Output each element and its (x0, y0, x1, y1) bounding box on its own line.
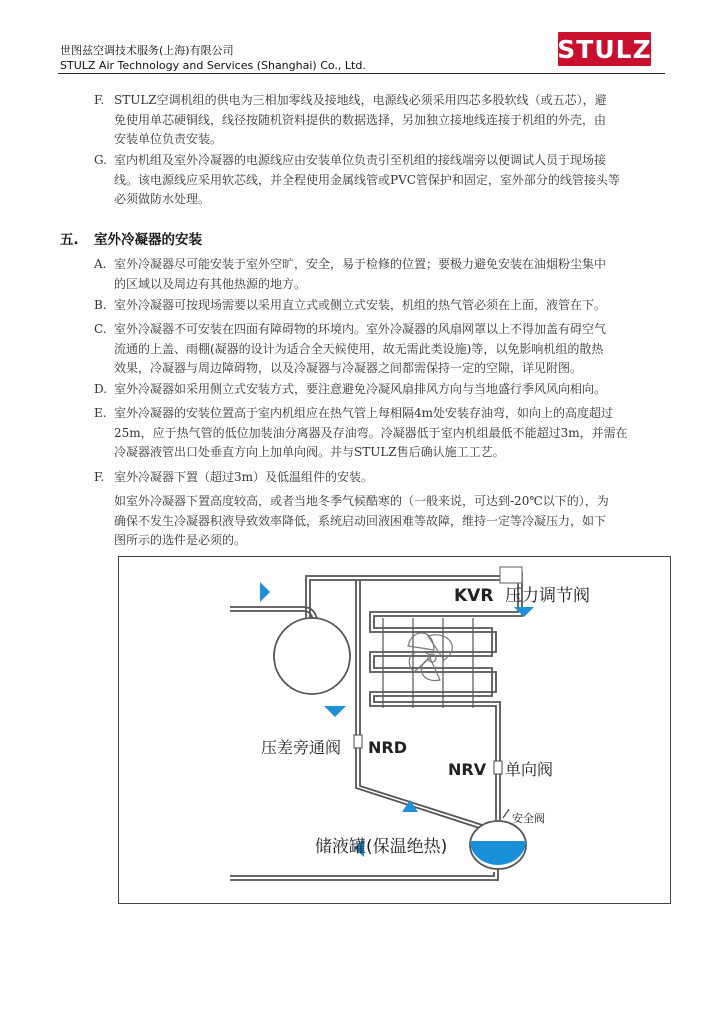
list-item-f: F. 室外冷凝器下置（超过3m）及低温组件的安装。 (94, 470, 374, 484)
stulz-logo: STULZ (558, 32, 651, 66)
paragraph-f-power: F. STULZ空调机组的供电为三相加零线及接地线，电源线必须采用四芯多股软线（或五芯），避 免使用单芯硬铜线，线径按随机资料提供的数据选择，另加独立接地线连接于机组的外壳，由 安装单位负责安装。 (94, 93, 607, 146)
paragraph-g-wiring: G. 室内机组及室外冷凝器的电源线应由安装单位负责引至机组的接线端旁以便调试人员于现场接 线。该电源线应采用软芯线，并全程使用金属线管或PVC管保护和固定，室外部分的线管接头等 必须做防水处理。 (94, 153, 620, 206)
compressor (274, 618, 350, 694)
section-title: 室外冷凝器的安装 (94, 232, 202, 248)
pressure-relief-valve (500, 567, 522, 583)
receiver-label: 储液罐(保温绝热) (315, 837, 448, 857)
item-label: F. (94, 93, 105, 107)
section-heading (60, 228, 202, 248)
list-item-b: B. 室外冷凝器可按现场需要以采用直立式或侧立式安装，机组的热气管必须在上面，液管在下。 (94, 298, 607, 312)
check-valve-label: 单向阀 (505, 760, 554, 779)
list-item-e: E. 室外冷凝器的安装位置高于室内机组应在热气管上每相隔4m处安装存油弯，如向上的高度超过 25m，应于热气管的低位加装油分离器及存油弯。冷凝器低于室内机组最低不能超过3m，并需在 冷凝器液管出口处垂直方向上加单向阀。并与STULZ售后确认施工工艺。 (94, 406, 628, 459)
paragraph-low-temp: 如室外冷凝器下置高度较高，或者当地冬季气候酷寒的（一般来说，可达到-20℃以下的），为 确保不发生冷凝器积液导致效率降低，系统启动回液困难等故障，维持一定等冷凝压力，如下 图所示的选件是必须的。 (114, 494, 609, 547)
pressure-regulating-valve-label: 压力调节阀 (505, 586, 590, 606)
company-name-en: STULZ Air Technology and Services (Shanghai) Co., Ltd. (60, 59, 366, 72)
item-label: G. (94, 153, 107, 167)
header-divider (58, 73, 665, 74)
section-number: 五. (60, 232, 79, 248)
list-item-a: A. 室外冷凝器尽可能安装于室外空旷，安全，易于检修的位置；要极力避免安装在油烟粉尘集中 的区域以及周边有其他热源的地方。 (94, 257, 607, 291)
list-item-d: D. 室外冷凝器如采用侧立式安装方式，要注意避免冷凝风扇排风方向与当地盛行季风风向相向。 (94, 382, 607, 396)
refrigerant-piping-diagram (118, 556, 671, 904)
nrd-label: NRD (368, 738, 407, 757)
safety-valve-label: 安全阀 (512, 812, 545, 825)
kvr-label: KVR (454, 586, 494, 606)
nrv-label: NRV (448, 760, 487, 779)
company-name-cn: 世图兹空调技术服务(上海)有限公司 (60, 44, 234, 57)
differential-bypass-valve-label: 压差旁通阀 (261, 738, 342, 757)
list-item-c: C. 室外冷凝器不可安装在四面有障碍物的环境内。室外冷凝器的风扇网罩以上不得加盖有碍空气 流通的上盖、雨棚(凝器的设计为适合全天候使用，故无需此类设施)等，以免影响机组的散热 效果，冷凝器与周边障碍物，以及冷凝器与冷凝器之间都需保持一定的空隙，详见附图。 (94, 322, 607, 375)
